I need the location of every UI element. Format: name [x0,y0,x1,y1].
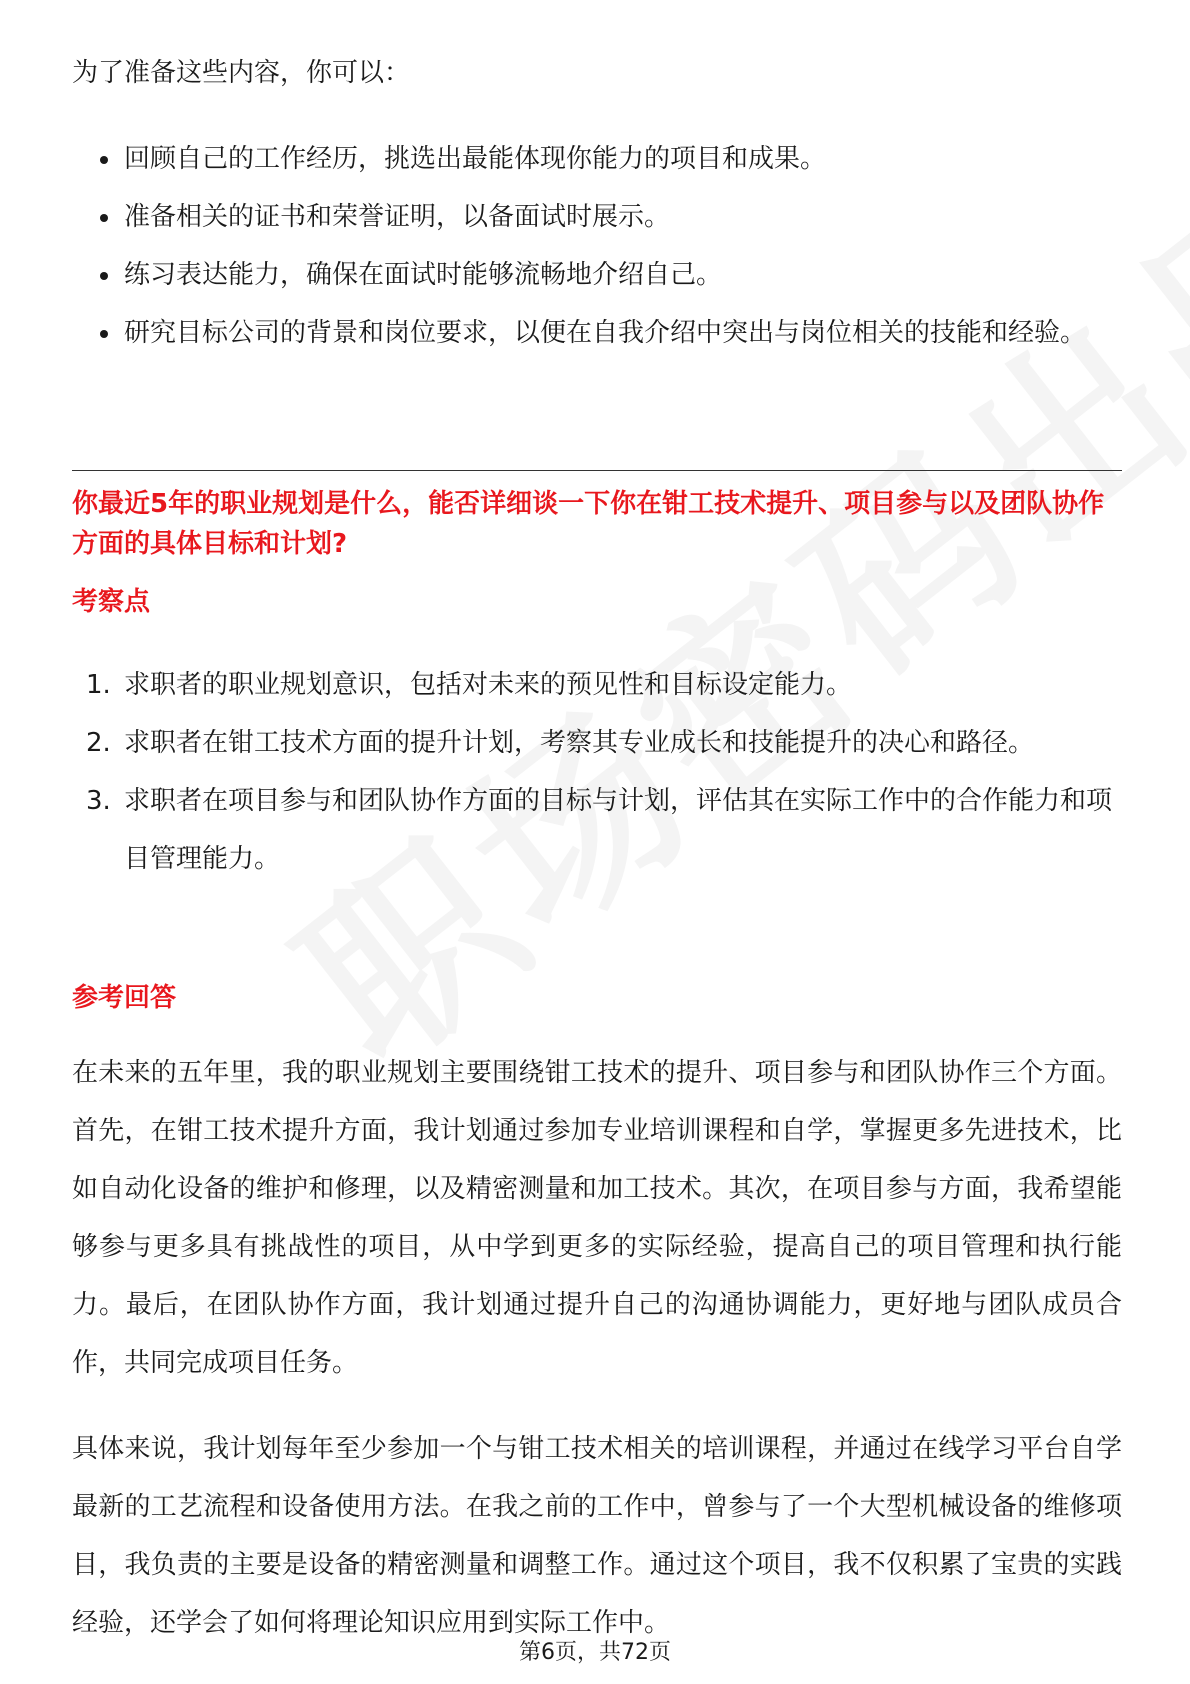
list-item: 研究目标公司的背景和岗位要求，以便在自我介绍中突出与岗位相关的技能和经验。 [72,304,1122,362]
list-item [72,772,1122,888]
answer-paragraph: 具体来说，我计划每年至少参加一个与钳工技术相关的培训课程，并通过在线学习平台自学最新的工艺流程和设备使用方法。在我之前的工作中，曾参与了一个大型机械设备的维修项目，我负责的主要是设备的精密测量和调整工作。通过这个项目，我不仅积累了宝贵的实践经验，还学会了如何将理论知识应用到实际工作中。 [72,1434,1122,1638]
question-heading: 你最近5年的职业规划是什么，能否详细谈一下你在钳工技术提升、项目参与以及团队协作方面的具体目标和计划? [72,489,1105,559]
examine-points-list [72,656,1122,888]
list-item [72,656,1122,714]
list-item: 练习表达能力，确保在面试时能够流畅地介绍自己。 [72,246,1122,304]
item-text: 求职者在项目参与和团队协作方面的目标与计划，评估其在实际工作中的合作能力和项目管理能力。 [124,786,1113,874]
prep-bullet-list [72,130,1122,362]
item-text: 求职者在钳工技术方面的提升计划，考察其专业成长和技能提升的决心和路径。 [124,728,1035,758]
section-divider [72,470,1122,471]
list-item [72,714,1122,772]
item-text: 求职者的职业规划意识，包括对未来的预见性和目标设定能力。 [124,670,853,700]
item-number: 2. [86,728,111,758]
intro-text: 为了准备这些内容，你可以： [72,58,411,88]
item-number: 1. [86,670,111,700]
item-number: 3. [86,786,111,816]
examine-heading: 考察点 [72,587,151,617]
answer-heading: 参考回答 [72,983,177,1013]
list-item: 回顾自己的工作经历，挑选出最能体现你能力的项目和成果。 [72,130,1122,188]
page-number-footer: 第6页，共72页 [519,1640,671,1665]
list-item: 准备相关的证书和荣誉证明，以备面试时展示。 [72,188,1122,246]
answer-paragraph: 在未来的五年里，我的职业规划主要围绕钳工技术的提升、项目参与和团队协作三个方面。首先，在钳工技术提升方面，我计划通过参加专业培训课程和自学，掌握更多先进技术，比如自动化设备的维护和修理，以及精密测量和加工技术。其次，在项目参与方面，我希望能够参与更多具有挑战性的项目，从中学到更多的实际经验，提高自己的项目管理和执行能力。最后，在团队协作方面，我计划通过提升自己的沟通协调能力，更好地与团队成员合作，共同完成项目任务。 [72,1058,1122,1378]
